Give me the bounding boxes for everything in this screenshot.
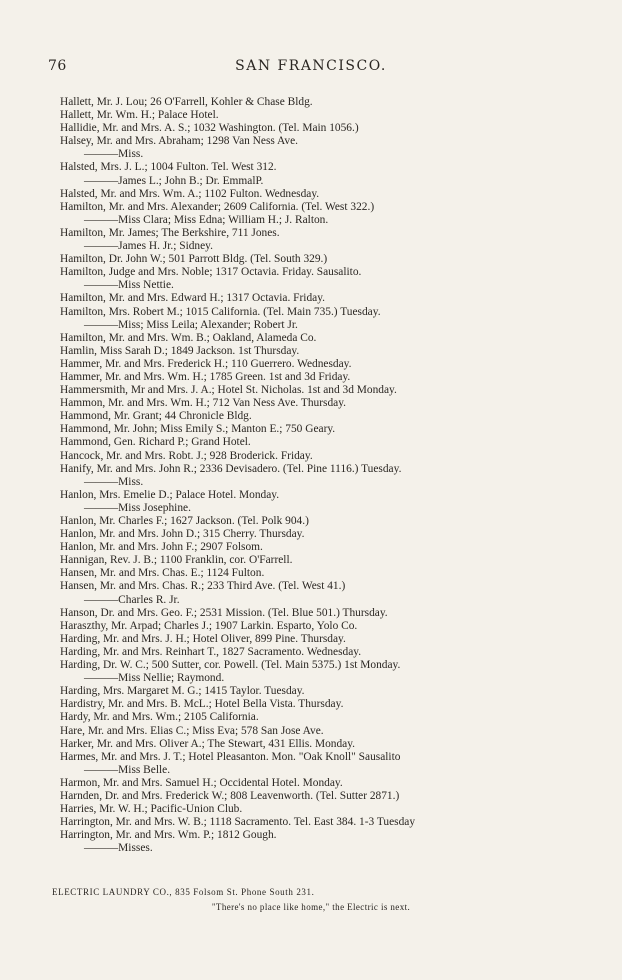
advertisement-line: ELECTRIC LAUNDRY CO., 835 Folsom St. Phone South 231. (52, 887, 315, 897)
directory-entries (60, 96, 590, 855)
directory-entry: Hammond, Mr. John; Miss Emily S.; Manton E.; 750 Geary. (60, 423, 336, 436)
directory-entry: Hammond, Gen. Richard P.; Grand Hotel. (60, 436, 251, 449)
directory-entry: Hanlon, Mrs. Emelie D.; Palace Hotel. Monday. (60, 488, 280, 501)
directory-entry: Hardistry, Mr. and Mrs. B. McL.; Hotel Bella Vista. Thursday. (60, 698, 344, 711)
directory-entry: Hanlon, Mr. and Mrs. John D.; 315 Cherry. Thursday. (60, 528, 305, 541)
directory-entry: Hanlon, Mr. and Mrs. John F.; 2907 Folsom. (60, 541, 263, 554)
directory-entry: Harding, Mrs. Margaret M. G.; 1415 Taylor. Tuesday. (60, 685, 305, 698)
directory-entry: Harnden, Dr. and Mrs. Frederick W.; 808 Leavenworth. (Tel. Sutter 2871.) (60, 789, 400, 802)
directory-entry-continuation: ———James H. Jr.; Sidney. (84, 240, 213, 253)
directory-entry: Hamilton, Mrs. Robert M.; 1015 California. (Tel. Main 735.) Tuesday. (60, 305, 381, 318)
directory-entry-continuation: ———Miss Clara; Miss Edna; William H.; J. Ralton. (84, 213, 329, 226)
directory-entry: Hallidie, Mr. and Mrs. A. S.; 1032 Washington. (Tel. Main 1056.) (60, 122, 359, 135)
directory-entry: Hammer, Mr. and Mrs. Wm. H.; 1785 Green. 1st and 3d Friday. (60, 370, 351, 383)
directory-entry: Hammersmith, Mr and Mrs. J. A.; Hotel St. Nicholas. 1st and 3d Monday. (60, 384, 397, 397)
directory-entry-continuation: ———Misses. (84, 842, 153, 855)
page-number: 76 (48, 58, 67, 74)
directory-entry: Haraszthy, Mr. Arpad; Charles J.; 1907 Larkin. Esparto, Yolo Co. (60, 619, 358, 632)
directory-entry: Hanify, Mr. and Mrs. John R.; 2336 Devisadero. (Tel. Pine 1116.) Tuesday. (60, 462, 402, 475)
directory-entry: Harding, Mr. and Mrs. J. H.; Hotel Oliver, 899 Pine. Thursday. (60, 632, 346, 645)
directory-entry: Halsted, Mrs. J. L.; 1004 Fulton. Tel. West 312. (60, 161, 277, 174)
directory-entry: Harding, Mr. and Mrs. Reinhart T., 1827 Sacramento. Wednesday. (60, 645, 362, 658)
directory-entry: Hamlin, Miss Sarah D.; 1849 Jackson. 1st Thursday. (60, 344, 300, 357)
advertisement-slogan: "There's no place like home," the Electric is next. (211, 902, 411, 912)
directory-entry: Harker, Mr. and Mrs. Oliver A.; The Stewart, 431 Ellis. Monday. (60, 737, 356, 750)
directory-entry: Hammer, Mr. and Mrs. Frederick H.; 110 Guerrero. Wednesday. (60, 357, 352, 370)
directory-entry: Hare, Mr. and Mrs. Elias C.; Miss Eva; 578 San Jose Ave. (60, 724, 324, 737)
directory-entry-continuation: ———Miss Josephine. (84, 501, 191, 514)
directory-entry: Harrington, Mr. and Mrs. Wm. P.; 1812 Gough. (60, 829, 277, 842)
directory-entry: Harding, Dr. W. C.; 500 Sutter, cor. Powell. (Tel. Main 5375.) 1st Monday. (60, 659, 401, 672)
directory-entry-continuation: ———Charles R. Jr. (84, 593, 180, 606)
directory-entry-continuation: ———Miss. (84, 475, 144, 488)
directory-entry: Halsted, Mr. and Mrs. Wm. A.; 1102 Fulton. Wednesday. (60, 187, 320, 200)
directory-entry: Halsey, Mr. and Mrs. Abraham; 1298 Van Ness Ave. (60, 135, 299, 148)
directory-entry: Hanson, Dr. and Mrs. Geo. F.; 2531 Mission. (Tel. Blue 501.) Thursday. (60, 606, 388, 619)
directory-entry: Harries, Mr. W. H.; Pacific-Union Club. (60, 803, 243, 816)
running-title: SAN FRANCISCO. (235, 58, 387, 74)
directory-entry-continuation: ———Miss Nellie; Raymond. (84, 672, 225, 685)
directory-entry-continuation: ———Miss Nettie. (84, 279, 174, 292)
directory-entry: Hamilton, Mr. and Mrs. Alexander; 2609 California. (Tel. West 322.) (60, 200, 375, 213)
directory-entry: Hannigan, Rev. J. B.; 1100 Franklin, cor. O'Farrell. (60, 554, 293, 567)
directory-entry: Hallett, Mr. J. Lou; 26 O'Farrell, Kohler & Chase Bldg. (60, 96, 313, 108)
directory-entry: Hammond, Mr. Grant; 44 Chronicle Bldg. (60, 410, 252, 423)
directory-entry: Hammon, Mr. and Mrs. Wm. H.; 712 Van Ness Ave. Thursday. (60, 397, 347, 410)
directory-entry-continuation: ———Miss Belle. (84, 763, 171, 776)
directory-entry: Hansen, Mr. and Mrs. Chas. R.; 233 Third Ave. (Tel. West 41.) (60, 580, 346, 593)
directory-entry: Hamilton, Mr. and Mrs. Edward H.; 1317 Octavia. Friday. (60, 292, 325, 305)
directory-entry-continuation: ———Miss. (84, 148, 144, 161)
directory-entry: Hardy, Mr. and Mrs. Wm.; 2105 California. (60, 711, 259, 724)
directory-entry-continuation: ———Miss; Miss Leila; Alexander; Robert Jr. (84, 318, 298, 331)
directory-entry-continuation: ———James L.; John B.; Dr. EmmalP. (84, 174, 264, 187)
directory-entry: Hansen, Mr. and Mrs. Chas. E.; 1124 Fulton. (60, 567, 265, 580)
directory-entry: Hanlon, Mr. Charles F.; 1627 Jackson. (Tel. Polk 904.) (60, 515, 309, 527)
directory-entry: Harmon, Mr. and Mrs. Samuel H.; Occidental Hotel. Monday. (60, 776, 343, 789)
directory-entry: Hancock, Mr. and Mrs. Robt. J.; 928 Broderick. Friday. (60, 449, 313, 462)
page-header (0, 58, 622, 78)
directory-entry: Hamilton, Judge and Mrs. Noble; 1317 Octavia. Friday. Sausalito. (60, 266, 362, 279)
directory-entry: Hallett, Mr. Wm. H.; Palace Hotel. (60, 109, 219, 122)
directory-entry: Hamilton, Mr. James; The Berkshire, 711 Jones. (60, 226, 280, 239)
directory-entry: Harmes, Mr. and Mrs. J. T.; Hotel Pleasanton. Mon. "Oak Knoll" Sausalito (60, 750, 401, 763)
directory-entry: Hamilton, Mr. and Mrs. Wm. B.; Oakland, Alameda Co. (60, 331, 317, 344)
directory-entry: Harrington, Mr. and Mrs. W. B.; 1118 Sacramento. Tel. East 384. 1-3 Tuesday (60, 816, 416, 829)
directory-entry: Hamilton, Dr. John W.; 501 Parrott Bldg. (Tel. South 329.) (60, 253, 328, 266)
